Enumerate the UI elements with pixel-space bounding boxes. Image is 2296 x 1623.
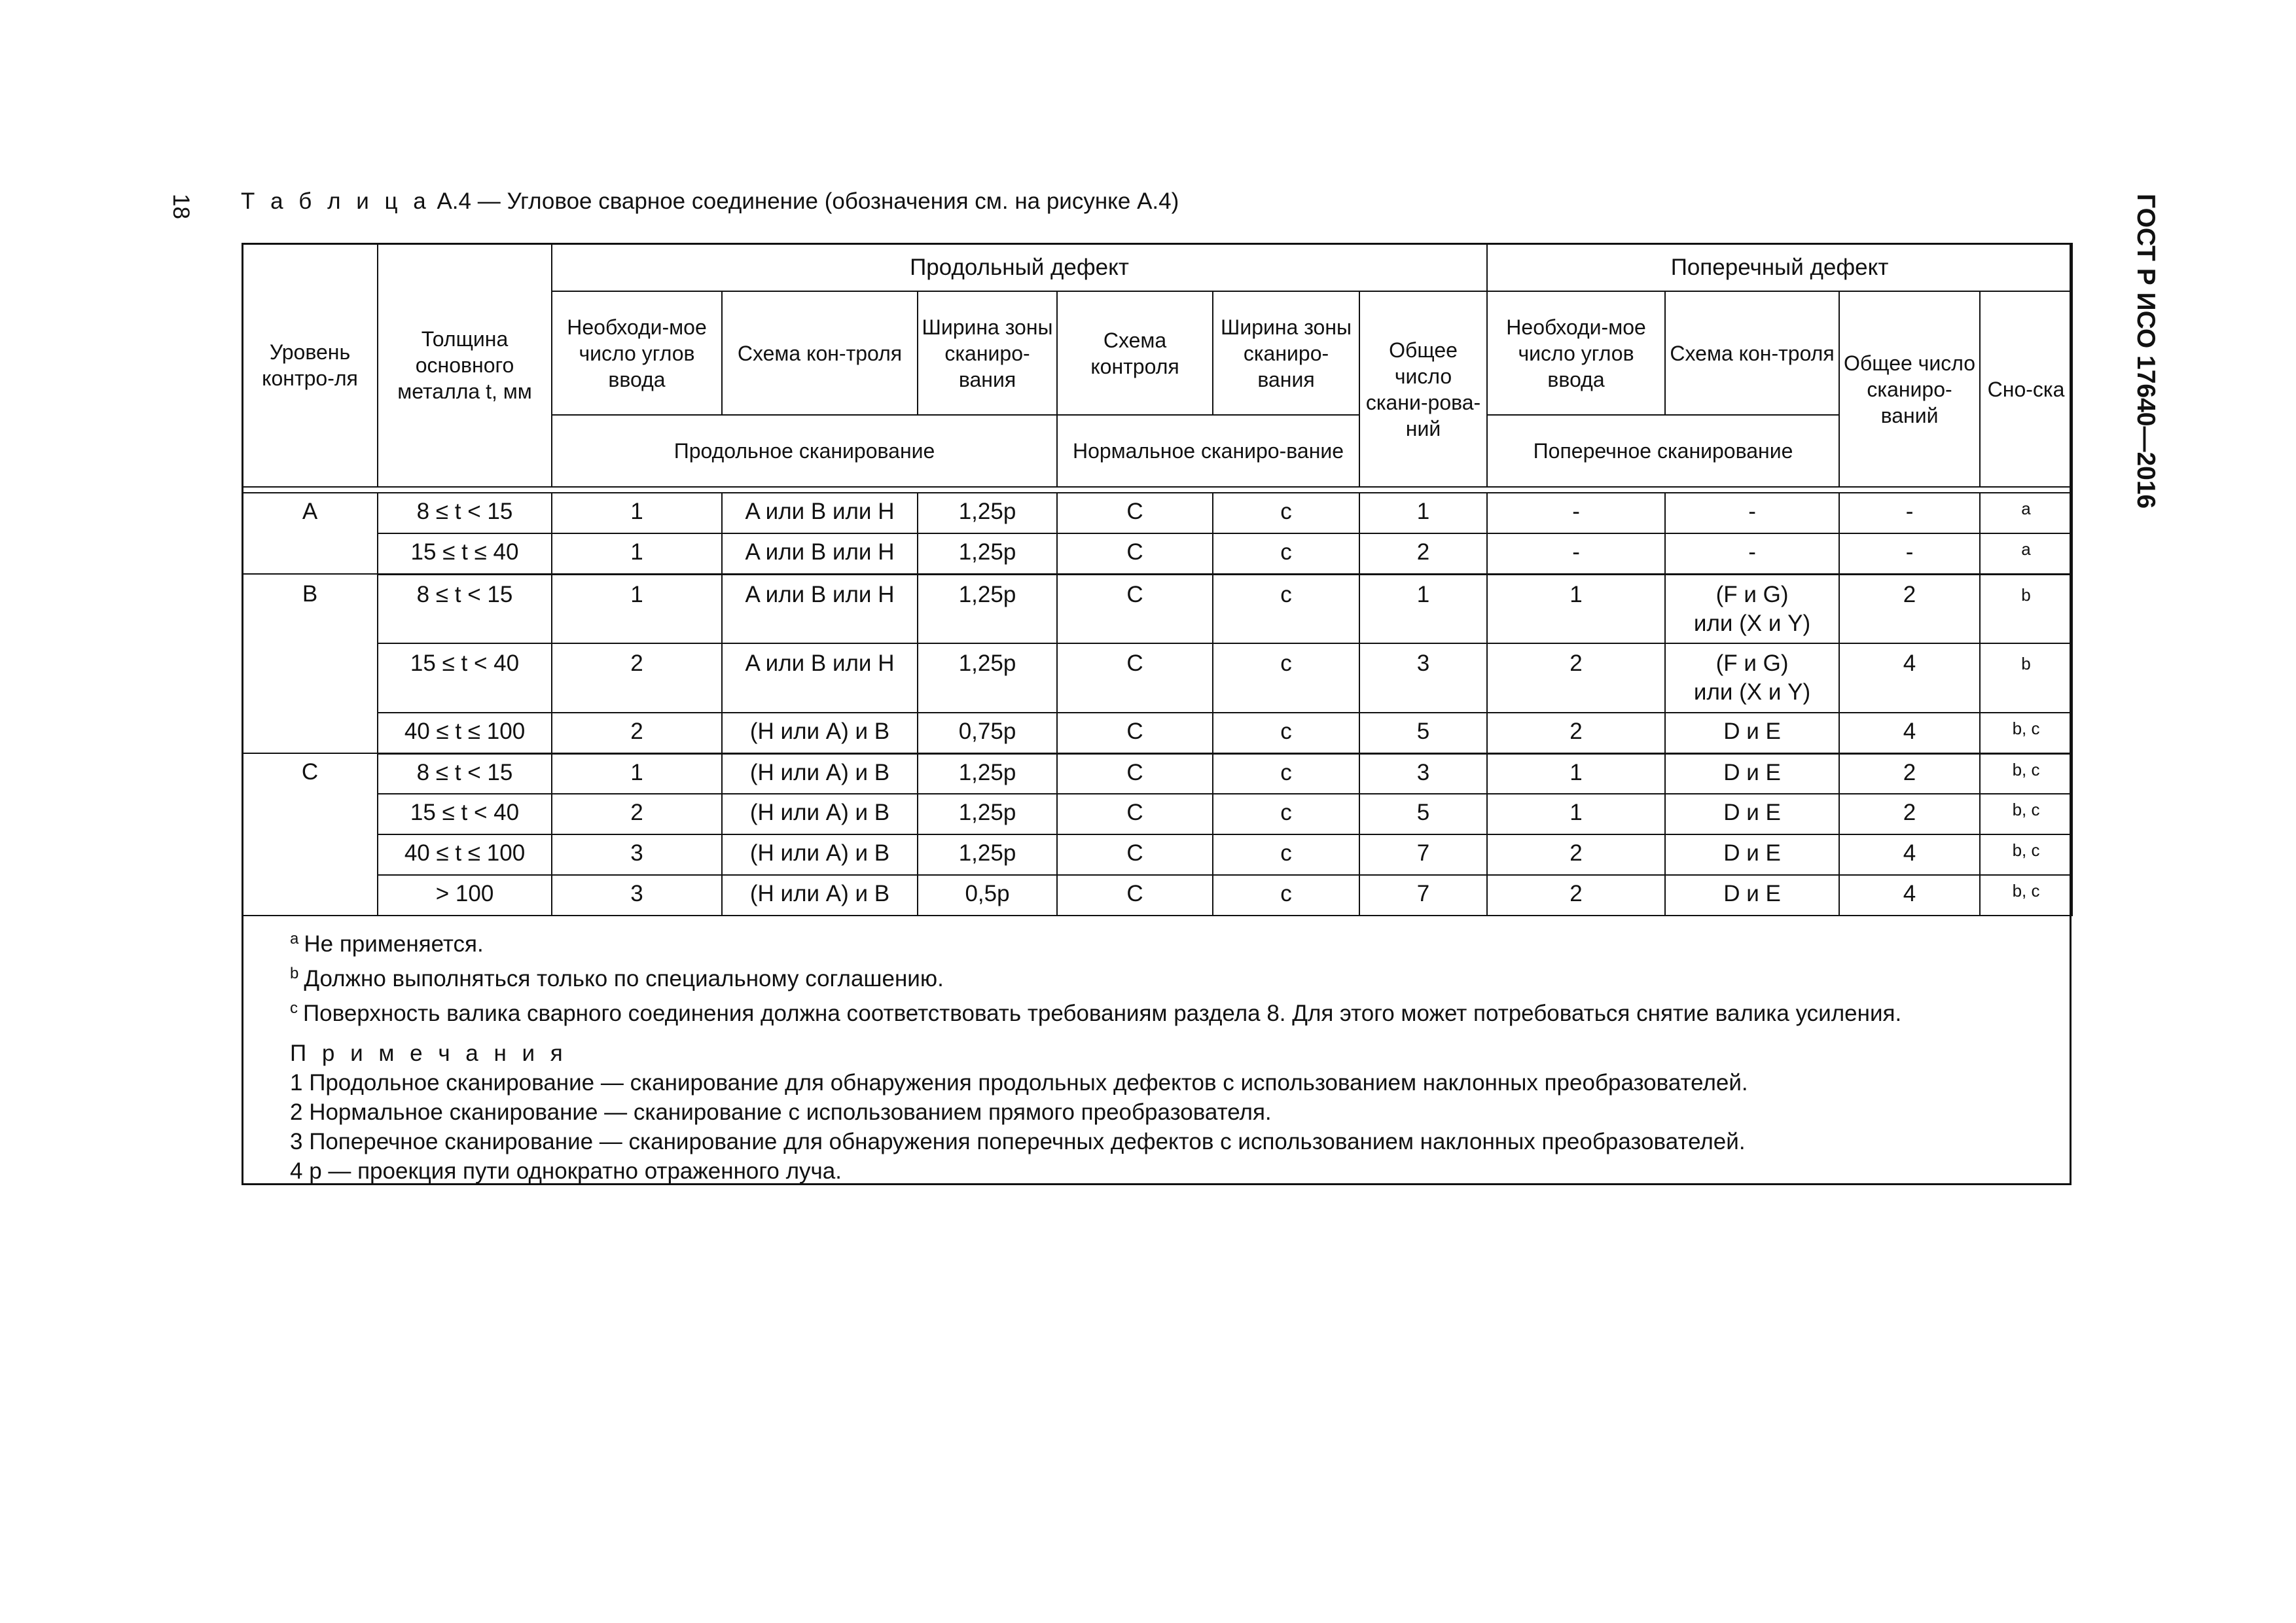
table-cell-total: 3: [1359, 643, 1487, 713]
note-item: 4 p — проекция пути однократно отраженного луча.: [290, 1158, 842, 1184]
table-cell-scheme-trans: [1665, 574, 1839, 643]
table-cell-width-normal: c: [1213, 533, 1359, 574]
table-cell-footnote: b, c: [1980, 875, 2072, 916]
table-cell-scheme-normal: C: [1057, 834, 1213, 875]
table-cell-scheme-trans: D и E: [1665, 875, 1839, 916]
table-cell-footnote: a: [1980, 493, 2072, 533]
table-cell-scheme-normal: C: [1057, 493, 1213, 533]
table-cell-width-normal: c: [1213, 713, 1359, 753]
table-caption: [241, 188, 1179, 215]
table-cell-scheme-trans: D и E: [1665, 713, 1839, 753]
table-cell-total-trans: 4: [1839, 834, 1980, 875]
table-cell-thickness: 8 ≤ t < 15: [378, 574, 552, 643]
header-scheme-trans: Схема кон-троля: [1665, 291, 1839, 415]
table-cell-scheme-trans: D и E: [1665, 753, 1839, 794]
header-transverse-defect: Поперечный дефект: [1487, 243, 2072, 291]
table-cell-width: 0,5p: [918, 875, 1057, 916]
table-cell-scheme: (H или A) и B: [722, 753, 918, 794]
header-footnote: Сно-ска: [1980, 291, 2072, 487]
table-cell-footnote: b, c: [1980, 834, 2072, 875]
table-cell-total-trans: 2: [1839, 794, 1980, 834]
table-cell-angles-trans: 2: [1487, 875, 1665, 916]
table-cell-scheme: (H или A) и B: [722, 713, 918, 753]
table-cell-width: 1,25p: [918, 753, 1057, 794]
table-cell-scheme-trans: D и E: [1665, 834, 1839, 875]
header-width-normal: Ширина зоны сканиро-вания: [1213, 291, 1359, 415]
table-cell-thickness: 15 ≤ t < 40: [378, 794, 552, 834]
header-scheme-long: Схема кон-троля: [722, 291, 918, 415]
table-cell-angles-trans: 2: [1487, 834, 1665, 875]
table-cell-scheme: A или B или H: [722, 493, 918, 533]
table-cell-angles-trans: -: [1487, 493, 1665, 533]
table-cell-width: 1,25p: [918, 533, 1057, 574]
table-cell-scheme: A или B или H: [722, 533, 918, 574]
table-cell-thickness: 15 ≤ t < 40: [378, 643, 552, 713]
table-cell-footnote: b: [1980, 643, 2072, 713]
table-cell-angles-trans: 1: [1487, 574, 1665, 643]
table-cell-footnote: b, c: [1980, 713, 2072, 753]
caption-text: А.4 — Угловое сварное соединение (обозначения см. на рисунке А.4): [430, 188, 1179, 214]
header-level: Уровень контро-ля: [242, 243, 378, 487]
footnote-mark: b: [290, 965, 299, 982]
footnote: [290, 993, 1901, 1028]
level-cell: C: [242, 753, 378, 916]
header-width-long: Ширина зоны сканиро-вания: [918, 291, 1057, 415]
header-transverse-scanning: Поперечное сканирование: [1487, 415, 1839, 487]
standard-code: ГОСТ Р ИСО 17640—2016: [2132, 194, 2160, 509]
table-cell-width-normal: c: [1213, 875, 1359, 916]
table-cell-scheme: (H или A) и B: [722, 834, 918, 875]
header-longitudinal-defect: Продольный дефект: [552, 243, 1487, 291]
footnote-mark: c: [290, 999, 298, 1017]
table-cell-total: 7: [1359, 834, 1487, 875]
table-cell-total-trans: 2: [1839, 574, 1980, 643]
table-cell-width-normal: c: [1213, 753, 1359, 794]
header-separator: [242, 487, 2072, 493]
footnote: [290, 959, 1901, 993]
caption-prefix: Т а б л и ц а: [241, 188, 431, 214]
header-angles-trans: Необходи-мое число углов ввода: [1487, 291, 1665, 415]
table-cell-angles: 3: [552, 834, 722, 875]
table-cell-angles: 1: [552, 574, 722, 643]
table-cell-angles-trans: 1: [1487, 753, 1665, 794]
table-cell-angles-trans: 1: [1487, 794, 1665, 834]
table-cell-scheme-trans: -: [1665, 533, 1839, 574]
table-cell-total-trans: 2: [1839, 753, 1980, 794]
table-cell-footnote: b: [1980, 574, 2072, 643]
table-cell-scheme-normal: C: [1057, 794, 1213, 834]
table-cell-width-normal: c: [1213, 834, 1359, 875]
table-cell-scheme-normal: C: [1057, 713, 1213, 753]
note-item: 1 Продольное сканирование — сканирование для обнаружения продольных дефектов с использованием наклонных преобразователей.: [290, 1070, 1748, 1096]
table-cell-total-trans: 4: [1839, 643, 1980, 713]
notes-title: П р и м е ч а н и я: [290, 1041, 567, 1066]
table-cell-width-normal: c: [1213, 794, 1359, 834]
table-cell-thickness: 40 ≤ t ≤ 100: [378, 834, 552, 875]
table-cell-footnote: b, c: [1980, 794, 2072, 834]
table-cell-angles: 2: [552, 794, 722, 834]
table-cell-scheme-trans: D и E: [1665, 794, 1839, 834]
requirements-table: [242, 243, 2073, 916]
table-cell-total-trans: 4: [1839, 875, 1980, 916]
table-cell-width-normal: c: [1213, 574, 1359, 643]
footnote-text: Должно выполняться только по специальному соглашению.: [304, 966, 944, 991]
note-item: 3 Поперечное сканирование — сканирование для обнаружения поперечных дефектов с использованием наклонных преобразователей.: [290, 1129, 1746, 1154]
header-total-scans: Общее число скани-рова-ний: [1359, 291, 1487, 487]
table-cell-total: 7: [1359, 875, 1487, 916]
level-cell: B: [242, 574, 378, 753]
table-cell-total-trans: -: [1839, 533, 1980, 574]
table-cell-width: 1,25p: [918, 574, 1057, 643]
table-cell-total: 1: [1359, 493, 1487, 533]
table-cell-thickness: > 100: [378, 875, 552, 916]
table-cell-footnote: a: [1980, 533, 2072, 574]
table-cell-scheme-normal: C: [1057, 875, 1213, 916]
table-cell-width: 1,25p: [918, 493, 1057, 533]
table-cell-width: 1,25p: [918, 643, 1057, 713]
level-cell: A: [242, 493, 378, 574]
table-cell-scheme: (H или A) и B: [722, 794, 918, 834]
header-normal-scanning: Нормальное сканиро-вание: [1057, 415, 1359, 487]
table-cell-width: 1,25p: [918, 834, 1057, 875]
table-cell-scheme-normal: C: [1057, 574, 1213, 643]
table-cell-angles: 1: [552, 493, 722, 533]
table-cell-total-trans: 4: [1839, 713, 1980, 753]
table-cell-total: 5: [1359, 713, 1487, 753]
table-cell-angles: 1: [552, 533, 722, 574]
table-cell-width-normal: c: [1213, 643, 1359, 713]
table-cell-thickness: 8 ≤ t < 15: [378, 753, 552, 794]
table-cell-width: 1,25p: [918, 794, 1057, 834]
header-total-scans-trans: Общее число сканиро-ваний: [1839, 291, 1980, 487]
header-angles-long: Необходи-мое число углов ввода: [552, 291, 722, 415]
table-cell-scheme-normal: C: [1057, 753, 1213, 794]
table-cell-total-trans: -: [1839, 493, 1980, 533]
table-cell-thickness: 8 ≤ t < 15: [378, 493, 552, 533]
table-cell-scheme: A или B или H: [722, 643, 918, 713]
table-cell-scheme-normal: C: [1057, 533, 1213, 574]
footnote-mark: a: [290, 930, 299, 948]
table-cell-total: 5: [1359, 794, 1487, 834]
header-scheme-normal: Схема контроля: [1057, 291, 1213, 415]
table-cell-angles-trans: 2: [1487, 643, 1665, 713]
scheme-trans-line: или (X и Y): [1693, 679, 1811, 705]
header-longitudinal-scanning: Продольное сканирование: [552, 415, 1057, 487]
footnote-text: Поверхность валика сварного соединения должна соответствовать требованиям раздела 8. Для этого может потребоваться снятие валика усиления.: [303, 1001, 1902, 1026]
table-cell-scheme-trans: -: [1665, 493, 1839, 533]
scheme-trans-line: (F и G): [1715, 651, 1789, 676]
header-thickness: Толщина основного металла t, мм: [378, 243, 552, 487]
scheme-trans-line: (F и G): [1715, 581, 1789, 607]
table-notes: [290, 924, 1901, 1186]
table-cell-scheme: A или B или H: [722, 574, 918, 643]
table-cell-angles: 2: [552, 643, 722, 713]
footnote-text: Не применяется.: [304, 931, 484, 957]
table-cell-scheme: (H или A) и B: [722, 875, 918, 916]
table-cell-angles: 1: [552, 753, 722, 794]
table-cell-total: 2: [1359, 533, 1487, 574]
table-cell-angles-trans: -: [1487, 533, 1665, 574]
page-number: 18: [168, 194, 194, 219]
table-cell-total: 1: [1359, 574, 1487, 643]
table-cell-angles: 3: [552, 875, 722, 916]
table-cell-total: 3: [1359, 753, 1487, 794]
note-item: 2 Нормальное сканирование — сканирование с использованием прямого преобразователя.: [290, 1099, 1272, 1125]
table-cell-thickness: 40 ≤ t ≤ 100: [378, 713, 552, 753]
table-cell-width: 0,75p: [918, 713, 1057, 753]
table-cell-scheme-trans: [1665, 643, 1839, 713]
footnote: [290, 924, 1901, 959]
table-cell-angles: 2: [552, 713, 722, 753]
table-cell-thickness: 15 ≤ t ≤ 40: [378, 533, 552, 574]
table-cell-scheme-normal: C: [1057, 643, 1213, 713]
table-cell-footnote: b, c: [1980, 753, 2072, 794]
table-cell-width-normal: c: [1213, 493, 1359, 533]
scheme-trans-line: или (X и Y): [1693, 610, 1811, 636]
table-cell-angles-trans: 2: [1487, 713, 1665, 753]
